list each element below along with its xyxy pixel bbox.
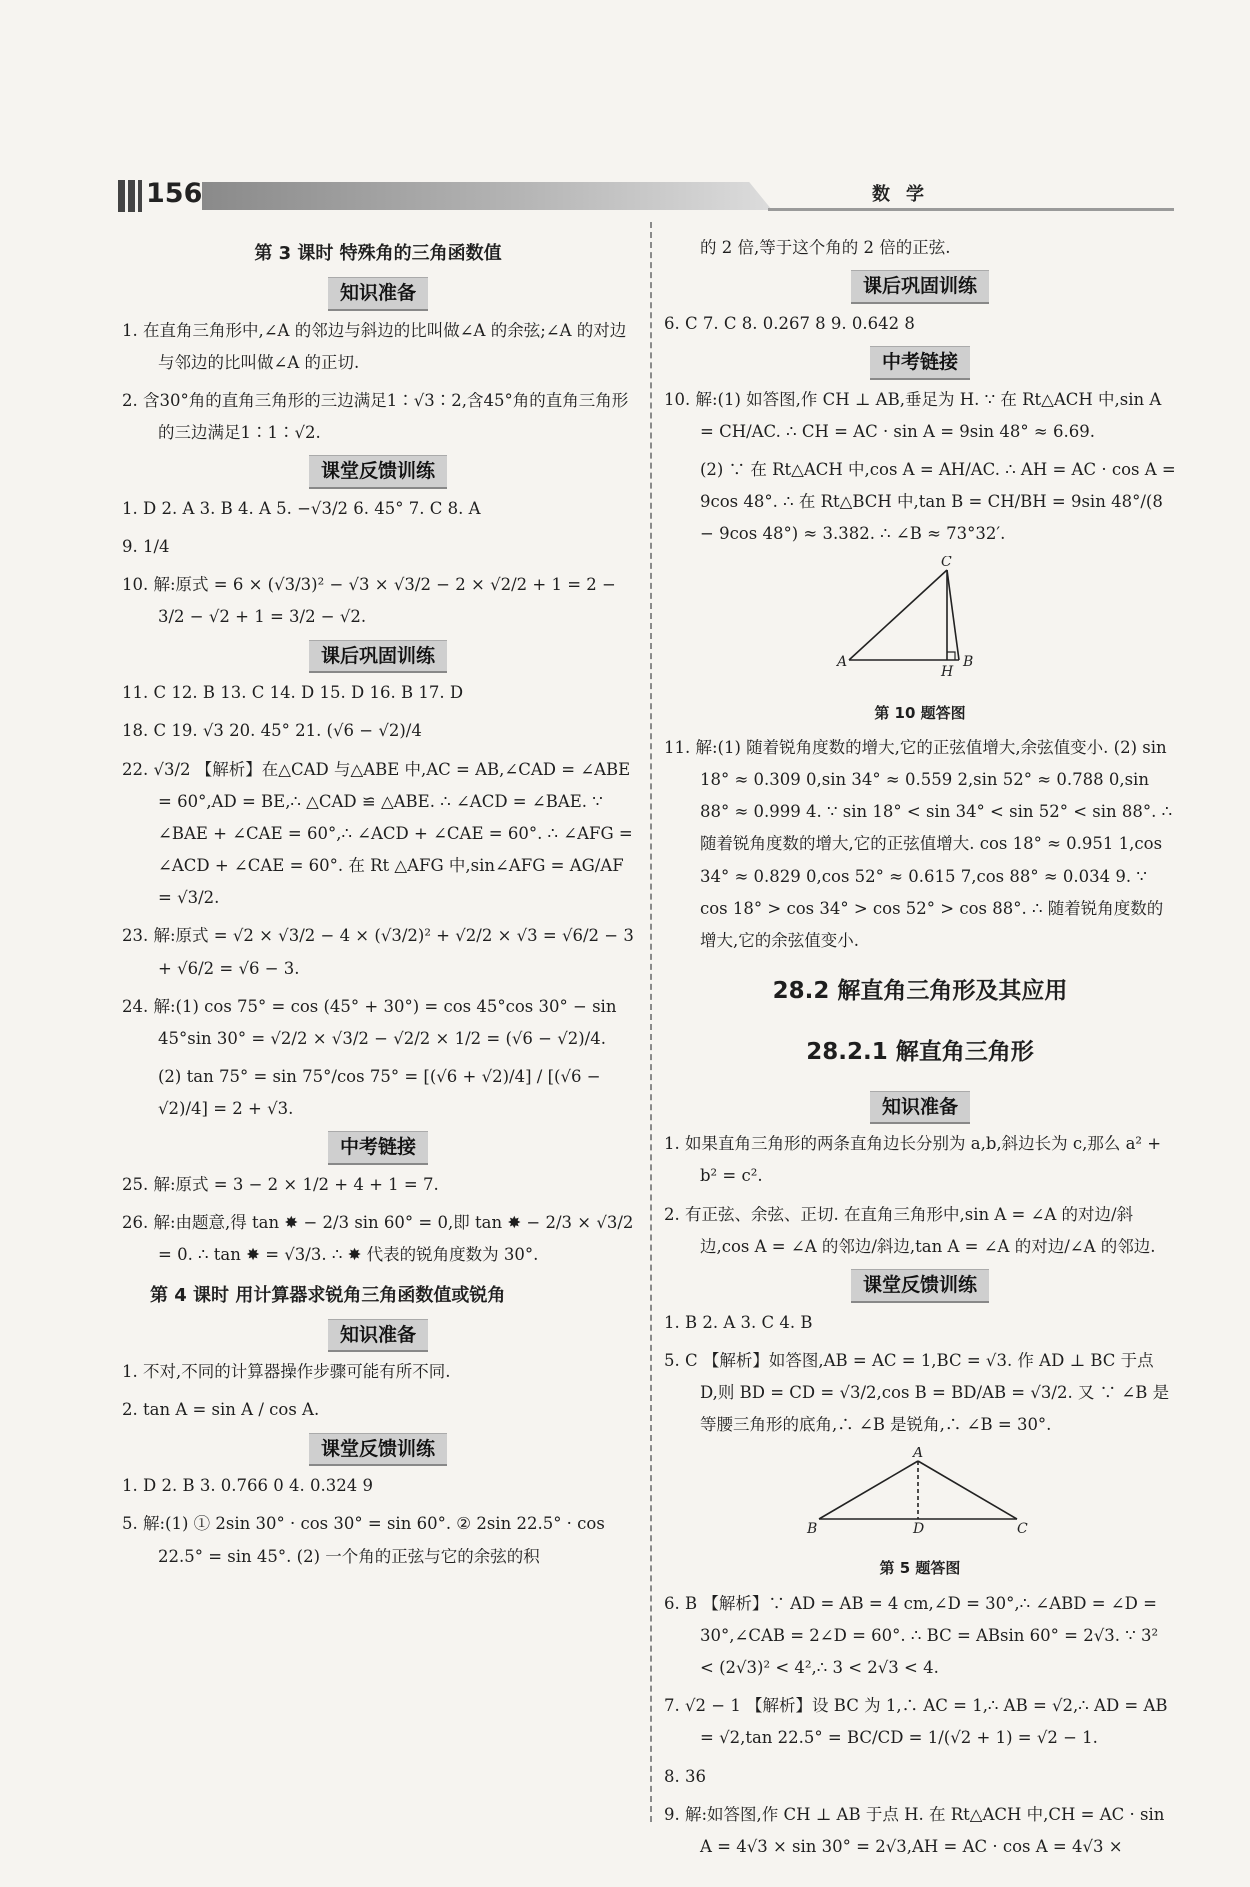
figure-10-triangle (664, 556, 1176, 692)
answer-item: 9. 解:如答图,作 CH ⊥ AB 于点 H. 在 Rt△ACH 中,CH = AC · sin A = 4√3 × sin 30° = 2√3,AH = AC · cos A = 4√3 × (664, 1804, 1165, 1856)
right-column (664, 232, 1176, 1869)
answer-item: 6. C 7. C 8. 0.267 8 9. 0.642 8 (664, 313, 915, 333)
answer-item: 1. 在直角三角形中,∠A 的邻边与斜边的比叫做∠A 的余弦;∠A 的对边与邻边的比叫做∠A 的正切. (122, 320, 627, 372)
label-d: D (913, 1521, 925, 1538)
answer-item: 1. B 2. A 3. C 4. B (664, 1312, 813, 1332)
column-divider (650, 222, 652, 1822)
answer-item: 1. D 2. A 3. B 4. A 5. −√3/2 6. 45° 7. C 8. A (122, 498, 481, 518)
answer-item: 2. 含30°角的直角三角形的三边满足1∶√3∶2,含45°角的直角三角形的三边满足1∶1∶√2. (122, 391, 629, 443)
label-b: B (807, 1521, 818, 1538)
answer-item: 10. 解:(1) 如答图,作 CH ⊥ AB,垂足为 H. ∵ 在 Rt△ACH 中,sin A = CH/AC. ∴ CH = AC · sin A = 9sin 48° ≈ 6.69. (664, 389, 1162, 441)
lesson-title: 第 3 课时 特殊角的三角函数值 (254, 243, 502, 264)
left-column (122, 232, 634, 1579)
answer-item: 2. tan A = sin A / cos A. (122, 1400, 320, 1420)
figure-caption: 第 10 题答图 (874, 703, 966, 722)
section-banner-row (664, 1091, 1176, 1125)
section-banner-row (122, 277, 634, 311)
header-band (202, 182, 772, 210)
section-banner: 课堂反馈训练 (309, 455, 447, 489)
section-banner-row (122, 1433, 634, 1467)
section-banner-row (664, 270, 1176, 304)
label-a: A (837, 654, 848, 671)
section-banner: 中考链接 (328, 1131, 428, 1165)
figure-5-triangle (664, 1447, 1176, 1548)
section-banner-row (664, 346, 1176, 380)
answer-item: 7. √2 − 1 【解析】设 BC 为 1,∴ AC = 1,∴ AB = √2,∴ AD = AB = √2,tan 22.5° = BC/CD = 1/(√2 + 1) = √2 − 1. (664, 1696, 1168, 1748)
answer-item: 2. 有正弦、余弦、正切. 在直角三角形中,sin A = ∠A 的对边/斜边,cos A = ∠A 的邻边/斜边,tan A = ∠A 的对边/∠A 的邻边. (664, 1204, 1156, 1256)
answer-item: 18. C 19. √3 20. 45° 21. (√6 − √2)/4 (122, 721, 422, 741)
section-banner-row (122, 1319, 634, 1353)
label-c: C (1017, 1521, 1028, 1538)
answer-item: 9. 1/4 (122, 537, 170, 557)
right-angle-mark (947, 652, 955, 660)
page-number: 156 (146, 178, 203, 209)
section-banner: 知识准备 (328, 1319, 428, 1353)
side-ac (849, 570, 947, 660)
label-c: C (941, 556, 952, 571)
answer-item: 5. C 【解析】如答图,AB = AC = 1,BC = √3. 作 AD ⊥ BC 于点 D,则 BD = CD = √3/2,cos B = BD/AB = √3/2. 又 ∵ ∠B 是等腰三角形的底角,∴ ∠B 是锐角,∴ ∠B = 30°. (664, 1350, 1170, 1435)
answer-item: 1. D 2. B 3. 0.766 0 4. 0.324 9 (122, 1476, 373, 1496)
answer-item-continued: (2) ∵ 在 Rt△ACH 中,cos A = AH/AC. ∴ AH = AC · cos A = 9cos 48°. ∴ 在 Rt△BCH 中,tan B = CH/BH = 9sin 48°/(8 − 9cos 48°) ≈ 3.382. ∴ ∠B ≈ 73°32′. (700, 459, 1176, 544)
side-ac (918, 1461, 1017, 1519)
answer-item: 26. 解:由题意,得 tan ✸ − 2/3 sin 60° = 0,即 tan ✸ − 2/3 × √3/2 = 0. ∴ tan ✸ = √3/3. ∴ ✸ 代表的锐角度数为 30°. (122, 1213, 634, 1265)
side-bc (947, 570, 959, 660)
answer-item-continued: 的 2 倍,等于这个角的 2 倍的正弦. (700, 238, 951, 257)
section-banner-row (122, 455, 634, 489)
label-h: H (941, 664, 954, 681)
section-banner: 知识准备 (328, 277, 428, 311)
answer-item-continued: (2) tan 75° = sin 75°/cos 75° = [(√6 + √2)/4] / [(√6 − √2)/4] = 2 + √3. (158, 1067, 601, 1119)
section-banner: 课后巩固训练 (851, 270, 989, 304)
side-ab (819, 1461, 918, 1519)
answer-item: 23. 解:原式 = √2 × √3/2 − 4 × (√3/2)² + √2/2 × √3 = √6/2 − 3 + √6/2 = √6 − 3. (122, 926, 634, 978)
section-title: 28.2 解直角三角形及其应用 (772, 978, 1068, 1005)
answer-item: 24. 解:(1) cos 75° = cos (45° + 30°) = cos 45°cos 30° − sin 45°sin 30° = √2/2 × √3/2 − √2/2 × 1/2 = (√6 − √2)/4. (122, 996, 617, 1048)
answer-item: 25. 解:原式 = 3 − 2 × 1/2 + 4 + 1 = 7. (122, 1175, 439, 1195)
section-banner-row (664, 1269, 1176, 1303)
section-banner: 中考链接 (870, 346, 970, 380)
header-rule (768, 208, 1174, 211)
label-b: B (963, 654, 974, 671)
answer-item: 1. 如果直角三角形的两条直角边长分别为 a,b,斜边长为 c,那么 a² + b² = c². (664, 1134, 1162, 1186)
answer-item: 10. 解:原式 = 6 × (√3/3)² − √3 × √3/2 − 2 × √2/2 + 1 = 2 − 3/2 − √2 + 1 = 3/2 − √2. (122, 575, 616, 627)
answer-item: 1. 不对,不同的计算器操作步骤可能有所不同. (122, 1362, 451, 1382)
lesson-title: 第 4 课时 用计算器求锐角三角函数值或锐角 (150, 1284, 506, 1306)
section-banner-row (122, 640, 634, 674)
section-banner: 课堂反馈训练 (851, 1269, 989, 1303)
figure-caption: 第 5 题答图 (879, 1559, 961, 1578)
section-banner: 课后巩固训练 (309, 640, 447, 674)
answer-item: 8. 36 (664, 1766, 706, 1786)
label-a: A (913, 1447, 924, 1462)
section-banner: 知识准备 (870, 1091, 970, 1125)
section-banner-row (122, 1131, 634, 1165)
answer-item: 11. C 12. B 13. C 14. D 15. D 16. B 17. D (122, 683, 464, 703)
answer-item: 22. √3/2 【解析】在△CAD 与△ABE 中,AC = AB,∠CAD = ∠ABE = 60°,AD = BE,∴ △CAD ≌ △ABE. ∴ ∠ACD = ∠BAE. ∵ ∠BAE + ∠CAE = 60°,∴ ∠ACD + ∠CAE = 60°. ∴ ∠AFG = ∠ACD + ∠CAE = 60°. 在 Rt △AFG 中,sin∠AFG = AG/AF = √3/2. (122, 759, 633, 908)
page-header (118, 178, 1174, 214)
answer-item: 11. 解:(1) 随着锐角度数的增大,它的正弦值增大,余弦值变小. (2) sin 18° ≈ 0.309 0,sin 34° ≈ 0.559 2,sin 52° ≈ 0.788 0,sin 88° ≈ 0.999 4. ∵ sin 18° < sin 34° < sin 52° < sin 88°. ∴ 随着锐角度数的增大,它的正弦值增大. cos 18° ≈ 0.951 1,cos 34° ≈ 0.829 0,cos 52° ≈ 0.615 7,cos 88° ≈ 0.034 9. ∵ cos 18° > cos 34° > cos 52° > cos 88°. ∴ 随着锐角度数的增大,它的余弦值变小. (664, 737, 1173, 950)
subject-title: 数学 (872, 184, 940, 205)
section-banner: 课堂反馈训练 (309, 1433, 447, 1467)
answer-item: 6. B 【解析】∵ AD = AB = 4 cm,∠D = 30°,∴ ∠ABD = ∠D = 30°,∠CAB = 2∠D = 60°. ∴ BC = ABsin 60° = 2√3. ∵ 3² < (2√3)² < 4²,∴ 3 < 2√3 < 4. (664, 1593, 1159, 1678)
answer-item: 5. 解:(1) ① 2sin 30° · cos 30° = sin 60°. ② 2sin 22.5° · cos 22.5° = sin 45°. (2) 一个角的正弦与它的余弦的积 (122, 1514, 605, 1566)
section-title: 28.2.1 解直角三角形 (806, 1038, 1034, 1065)
